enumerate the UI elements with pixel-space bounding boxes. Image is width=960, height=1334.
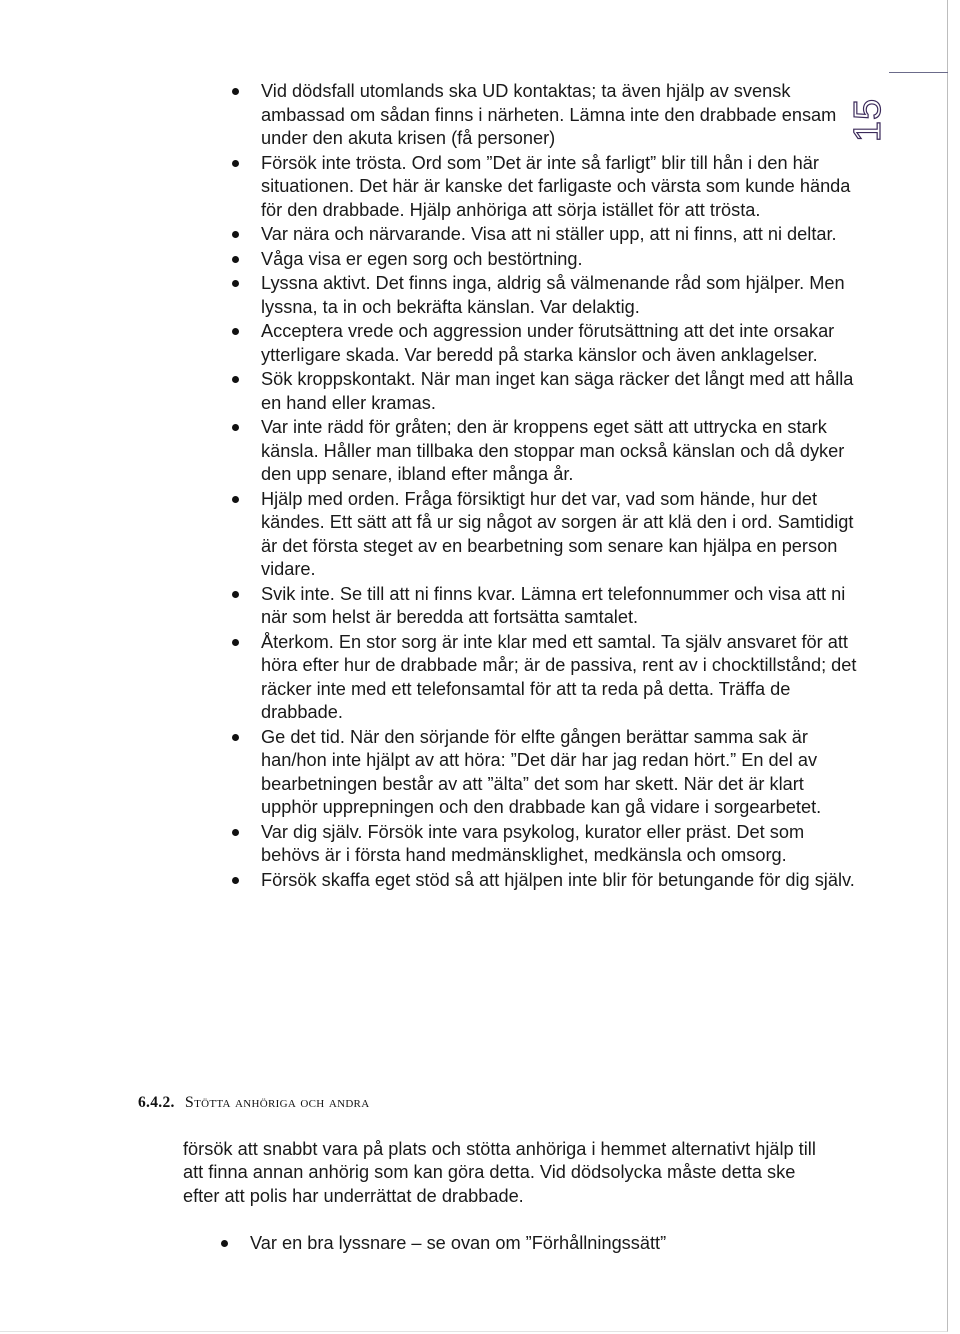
list-item: Var nära och närvarande. Visa att ni ställer upp, att ni finns, att ni deltar. <box>261 223 861 247</box>
section-heading <box>138 1094 369 1112</box>
page-number: 15 <box>847 97 889 143</box>
list-item: Hjälp med orden. Fråga försiktigt hur det var, vad som hände, hur det kändes. Ett sätt att få ur sig något av sorgen är att klä den i ord. Samtidigt är det första steget av en bearbetning som senare kan hjälpa en person vidare. <box>261 488 861 582</box>
list-item: Vid dödsfall utomlands ska UD kontaktas; ta även hjälp av svensk ambassad om sådan finns i närheten. Lämna inte den drabbade ensam under den akuta krisen (få personer) <box>261 80 861 151</box>
list-item: Försök skaffa eget stöd så att hjälpen inte blir för betungande för dig själv. <box>261 869 861 893</box>
list-item: Var inte rädd för gråten; den är kroppens eget sätt att uttrycka en stark känsla. Håller man tillbaka den stoppar man också känslan och då dyker den upp senare, ibland efter många år. <box>261 416 861 487</box>
list-item: Sök kroppskontakt. När man inget kan säga räcker det långt med att hålla en hand eller kramas. <box>261 368 861 415</box>
page-tab-line <box>889 72 948 73</box>
list-item: Acceptera vrede och aggression under förutsättning att det inte orsakar ytterligare skada. Var beredd på starka känslor och även anklagelser. <box>261 320 861 367</box>
list-item: Var en bra lyssnare – se ovan om ”Förhållningssätt” <box>250 1232 850 1256</box>
bullet-list-secondary <box>250 1232 850 1256</box>
list-item: Var dig själv. Försök inte vara psykolog, kurator eller präst. Det som behövs är i första hand medmänsklighet, medkänsla och omsorg. <box>261 821 861 868</box>
list-item: Ge det tid. När den sörjande för elfte gången berättar samma sak är han/hon inte hjälpt av att höra: ”Det där har jag redan hört.” En del av bearbetningen består av att ”älta” det som har skett. När det är klart upphör upprepningen och den drabbade kan gå vidare i sorgearbetet. <box>261 726 861 820</box>
list-item: Återkom. En stor sorg är inte klar med ett samtal. Ta själv ansvaret för att höra efter hur de drabbade mår; är de passiva, rent av i chocktillstånd; det räcker inte med ett telefonsamtal för att ta reda på detta. Träffa de drabbade. <box>261 631 861 725</box>
list-item: Försök inte trösta. Ord som ”Det är inte så farligt” blir till hån i den här situationen. Det här är kanske det farligaste och värsta som kunde hända för den drabbade. Hjälp anhöriga att sörja istället för att trösta. <box>261 152 861 223</box>
bullet-list <box>261 80 861 893</box>
section-number: 6.4.2. <box>138 1094 175 1111</box>
body-paragraph: försök att snabbt vara på plats och stötta anhöriga i hemmet alternativt hjälp till att finna annan anhörig som kan göra detta. Vid dödsolycka måste detta ske efter att polis har underrättat de drabbade. <box>183 1139 816 1206</box>
list-item: Våga visa er egen sorg och bestörtning. <box>261 248 861 272</box>
section-title: Stötta anhöriga och andra <box>184 1094 370 1111</box>
list-item: Svik inte. Se till att ni finns kvar. Lämna ert telefonnummer och visa att ni när som helst är beredda att fortsätta samtalet. <box>261 583 861 630</box>
list-item: Lyssna aktivt. Det finns inga, aldrig så välmenande råd som hjälper. Men lyssna, ta in och bekräfta känslan. Var delaktig. <box>261 272 861 319</box>
